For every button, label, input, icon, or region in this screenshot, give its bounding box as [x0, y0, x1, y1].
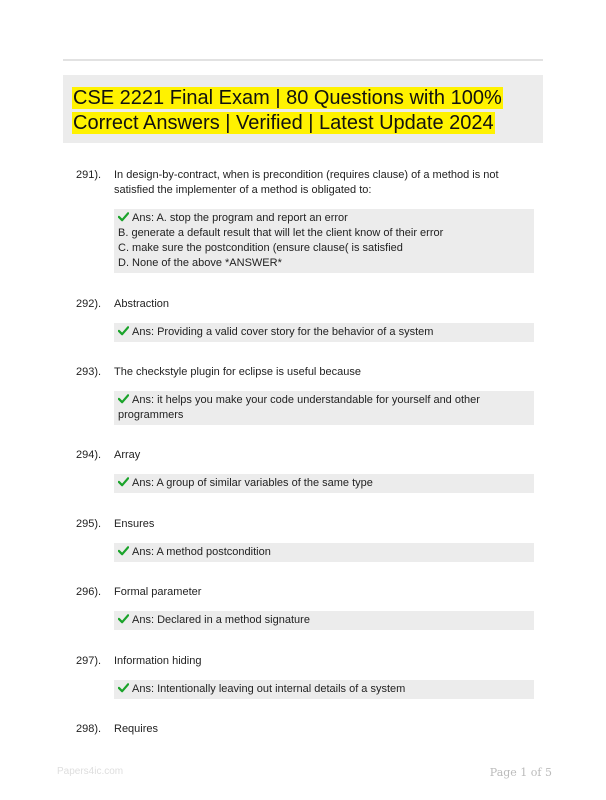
answer-line: B. generate a default result that will let the client know of their error: [118, 227, 444, 239]
question-number: 293).: [76, 366, 102, 378]
check-icon: [118, 211, 129, 222]
check-icon: [118, 613, 129, 624]
top-divider: [63, 59, 543, 61]
check-icon: [118, 545, 129, 556]
question-number: 298).: [76, 723, 102, 735]
answer-line: Ans: A. stop the program and report an error: [118, 211, 528, 226]
answer-line: Ans: Declared in a method signature: [118, 613, 528, 628]
answer-line: Ans: it helps you make your code understandable for yourself and other programmers: [118, 394, 480, 421]
question-number: 295).: [76, 518, 102, 530]
answer-line: Ans: Providing a valid cover story for the behavior of a system: [118, 325, 528, 340]
question-number: 292).: [76, 298, 102, 310]
question-text: Array: [114, 449, 141, 461]
check-icon: [118, 393, 129, 404]
question-number: 296).: [76, 586, 102, 598]
question-text: Abstraction: [114, 298, 170, 310]
answer-line: Ans: A method postcondition: [118, 545, 528, 560]
document-title: CSE 2221 Final Exam | 80 Questions with 100% Correct Answers | Verified | Latest Update 2024: [73, 87, 502, 134]
check-icon: [118, 682, 129, 693]
question-text: The checkstyle plugin for eclipse is useful because: [114, 366, 362, 378]
question-text: Formal parameter: [114, 586, 202, 598]
answer-box: [114, 209, 534, 273]
answer-box: [114, 611, 534, 630]
footer-watermark: Papers4ic.com: [57, 766, 124, 777]
answer-box: [114, 680, 534, 699]
page-number: Page 1 of 5: [489, 766, 552, 779]
answer-line: C. make sure the postcondition (ensure clause( is satisfied: [118, 242, 403, 254]
check-icon: [118, 476, 129, 487]
answer-box: [114, 474, 534, 493]
question-number: 294).: [76, 449, 102, 461]
question-number: 291).: [76, 169, 102, 181]
question-text: In design-by-contract, when is precondition (requires clause) of a method is not satisfied the implementer of a method is obligated to:: [114, 169, 499, 196]
question-text: Requires: [114, 723, 159, 735]
question-text: Information hiding: [114, 655, 202, 667]
check-icon: [118, 325, 129, 336]
answer-line: Ans: A group of similar variables of the same type: [118, 476, 528, 491]
question-text: Ensures: [114, 518, 155, 530]
question-number: 297).: [76, 655, 102, 667]
answer-box: [114, 323, 534, 342]
answer-line: D. None of the above *ANSWER*: [118, 257, 282, 269]
answer-box: [114, 543, 534, 562]
answer-line: Ans: Intentionally leaving out internal details of a system: [118, 682, 528, 697]
answer-box: [114, 391, 534, 425]
